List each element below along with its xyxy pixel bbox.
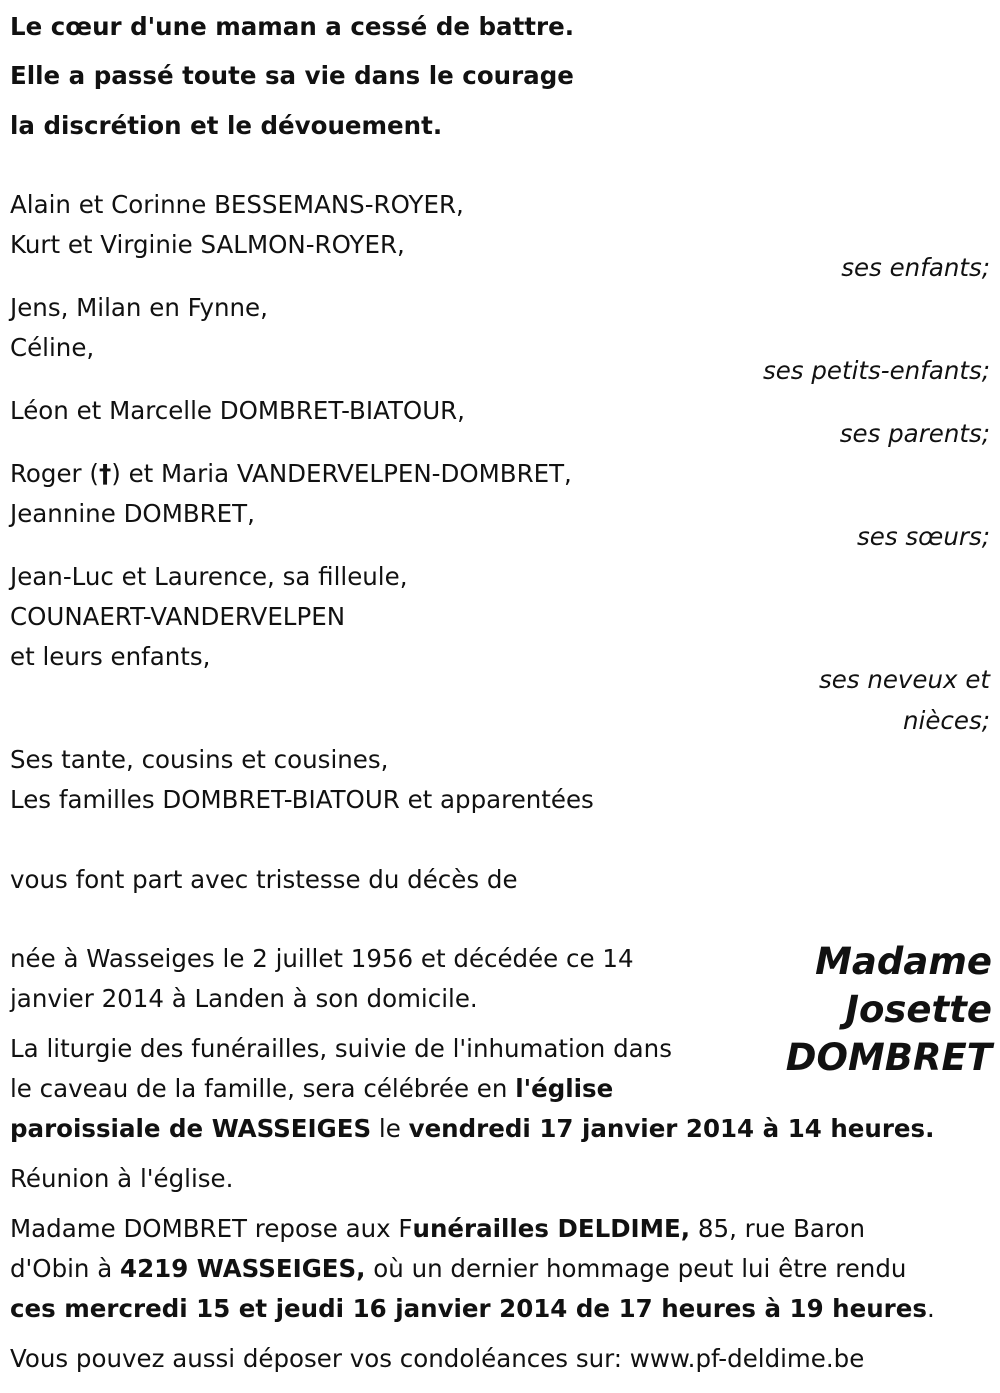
- parents-role: ses parents;: [839, 419, 990, 448]
- others-line-2: Les familles DOMBRET-BIATOUR et apparentées: [10, 785, 594, 814]
- liturgy-line-1: La liturgie des funérailles, suivie de l'inhumation dans: [10, 1034, 672, 1063]
- announcement: vous font part avec tristesse du décès de: [10, 865, 518, 894]
- nephews-line-2: COUNAERT-VANDERVELPEN: [10, 602, 346, 631]
- children-line-1: Alain et Corinne BESSEMANS-ROYER,: [10, 190, 464, 219]
- deceased-name: [732, 938, 992, 1082]
- intro-line-3: la discrétion et le dévouement.: [10, 111, 443, 140]
- liturgy-line-2: le caveau de la famille, sera célébrée en l'église: [10, 1074, 614, 1103]
- birth-line-1: née à Wasseiges le 2 juillet 1956 et décédée ce 14: [10, 944, 634, 973]
- repose-line-2: d'Obin à 4219 WASSEIGES, où un dernier hommage peut lui être rendu: [10, 1254, 907, 1283]
- deceased-first-name: Josette: [845, 988, 992, 1031]
- parents-line-1: Léon et Marcelle DOMBRET-BIATOUR,: [10, 396, 465, 425]
- deceased-title: Madame: [815, 940, 992, 983]
- sisters-role: ses sœurs;: [857, 522, 990, 551]
- sisters-line-1: Roger (†) et Maria VANDERVELPEN-DOMBRET,: [10, 459, 572, 488]
- children-line-2: Kurt et Virginie SALMON-ROYER,: [10, 230, 405, 259]
- reunion: Réunion à l'église.: [10, 1164, 234, 1193]
- deceased-last-name: DOMBRET: [785, 1036, 992, 1079]
- nephews-role-line-1: ses neveux et: [818, 665, 990, 694]
- repose-line-3: ces mercredi 15 et jeudi 16 janvier 2014 de 17 heures à 19 heures.: [10, 1294, 935, 1323]
- others-line-1: Ses tante, cousins et cousines,: [10, 745, 389, 774]
- condolences-line: Vous pouvez aussi déposer vos condoléances sur: www.pf-deldime.be: [10, 1344, 865, 1373]
- nephews-role-line-2: nièces;: [903, 706, 990, 735]
- sisters-line-2: Jeannine DOMBRET,: [10, 499, 255, 528]
- intro-line-2: Elle a passé toute sa vie dans le courage: [10, 61, 574, 90]
- liturgy-line-3: paroissiale de WASSEIGES le vendredi 17 janvier 2014 à 14 heures.: [10, 1114, 935, 1143]
- children-role: ses enfants;: [841, 253, 990, 282]
- nephews-line-3: et leurs enfants,: [10, 642, 211, 671]
- intro-line-1: Le cœur d'une maman a cessé de battre.: [10, 12, 575, 41]
- birth-line-2: janvier 2014 à Landen à son domicile.: [10, 984, 478, 1013]
- grandchildren-line-1: Jens, Milan en Fynne,: [10, 293, 268, 322]
- nephews-line-1: Jean-Luc et Laurence, sa filleule,: [10, 562, 408, 591]
- grandchildren-role: ses petits-enfants;: [762, 356, 990, 385]
- cross-icon: †: [98, 459, 112, 488]
- repose-line-1: Madame DOMBRET repose aux Funérailles DELDIME, 85, rue Baron: [10, 1214, 865, 1243]
- grandchildren-line-2: Céline,: [10, 333, 95, 362]
